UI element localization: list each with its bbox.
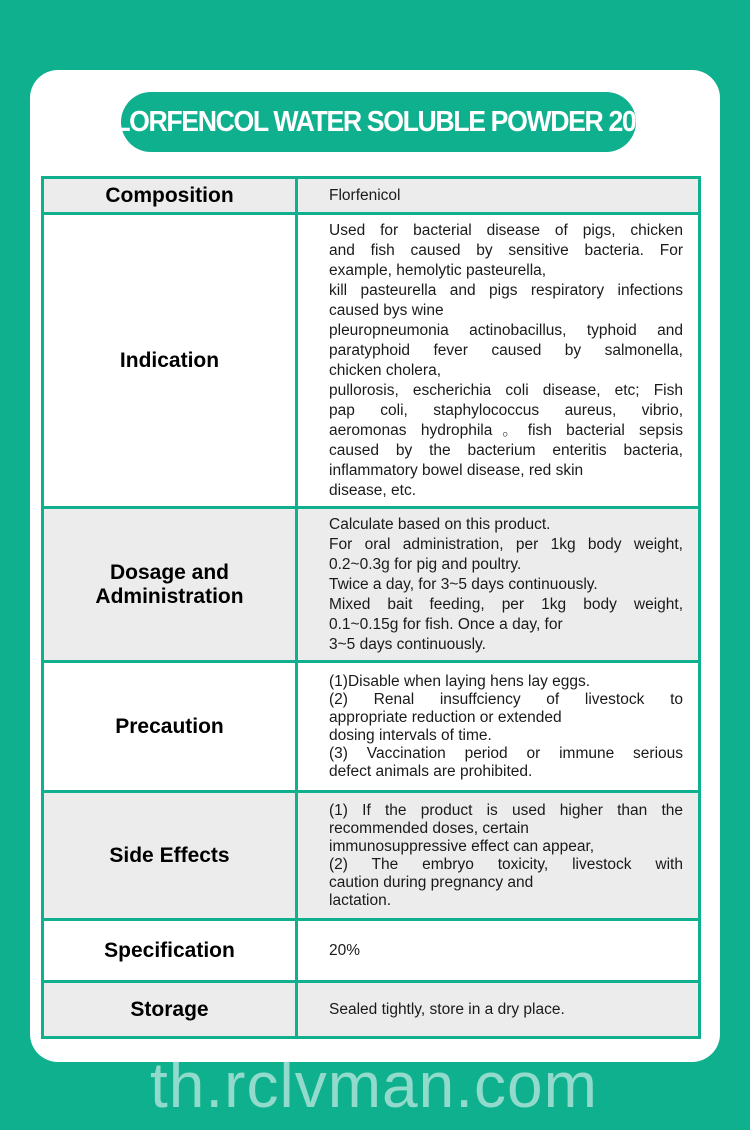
value-line: example, hemolytic pasteurella, xyxy=(329,261,547,279)
value-line: immunosuppressive effect can appear, xyxy=(329,837,595,855)
row-label-composition: Composition xyxy=(43,178,297,214)
row-value-indication xyxy=(297,214,700,508)
value-line: lactation. xyxy=(329,891,392,909)
value-line: (2) The embryo toxicity, livestock with xyxy=(329,855,683,873)
value-line: Twice a day, for 3~5 days continuously. xyxy=(329,575,598,593)
value-line: Used for bacterial disease of pigs, chicken xyxy=(329,221,683,239)
value-line: pleuropneumonia actinobacillus, typhoid and xyxy=(329,321,683,339)
row-value-composition xyxy=(297,178,700,214)
label-line: Administration xyxy=(95,584,244,608)
table-row-side-effects xyxy=(43,792,700,920)
value-line: Mixed bait feeding, per 1kg body weight, xyxy=(329,595,683,613)
row-label-indication: Indication xyxy=(43,214,297,508)
table-row-dosage xyxy=(43,508,700,662)
value-line: 20% xyxy=(329,941,361,959)
value-line: disease, etc. xyxy=(329,481,417,499)
watermark-text: th.rclvman.com xyxy=(150,1049,598,1121)
value-line: dosing intervals of time. xyxy=(329,726,492,744)
value-line: chicken cholera, xyxy=(329,361,442,379)
value-line: caution during pregnancy and xyxy=(329,873,534,891)
value-line: (1)Disable when laying hens lay eggs. xyxy=(329,672,591,690)
table-row-precaution xyxy=(43,662,700,792)
product-info-table xyxy=(41,176,701,1039)
title-banner xyxy=(99,92,658,152)
row-label-specification: Specification xyxy=(43,920,297,982)
value-line: caused bys wine xyxy=(329,301,444,319)
value-line: aeromonas hydrophila。fish bacterial sepsis xyxy=(329,421,683,439)
row-label-dosage xyxy=(43,508,297,662)
row-label-storage: Storage xyxy=(43,982,297,1038)
value-line: pap coli, staphylococcus aureus, vibrio, xyxy=(329,401,683,419)
value-line: 0.1~0.15g for fish. Once a day, for xyxy=(329,615,563,633)
table-row-storage xyxy=(43,982,700,1038)
row-label-side-effects: Side Effects xyxy=(43,792,297,920)
value-line: kill pasteurella and pigs respiratory infections xyxy=(329,281,683,299)
value-line: 0.2~0.3g for pig and poultry. xyxy=(329,555,522,573)
table-row-specification xyxy=(43,920,700,982)
value-line: paratyphoid fever caused by salmonella, xyxy=(329,341,683,359)
value-line: (3) Vaccination period or immune serious xyxy=(329,744,683,762)
value-line: inflammatory bowel disease, red skin xyxy=(329,461,584,479)
value-line: defect animals are prohibited. xyxy=(329,762,533,780)
value-line: and fish caused by sensitive bacteria. For xyxy=(329,241,683,259)
value-line: For oral administration, per 1kg body weight, xyxy=(329,535,683,553)
value-line: Florfenicol xyxy=(329,186,401,204)
table-row-indication xyxy=(43,214,700,508)
row-value-specification xyxy=(297,920,700,982)
row-label-precaution: Precaution xyxy=(43,662,297,792)
row-value-storage xyxy=(297,982,700,1038)
value-line: Sealed tightly, store in a dry place. xyxy=(329,1000,565,1018)
table-row-composition xyxy=(43,178,700,214)
row-value-dosage xyxy=(297,508,700,662)
page-title: FLORFENCOL WATER SOLUBLE POWDER 20% xyxy=(99,105,658,138)
value-line: appropriate reduction or extended xyxy=(329,708,562,726)
row-value-side-effects xyxy=(297,792,700,920)
value-line: caused by the bacterium enteritis bacteria, xyxy=(329,441,683,459)
value-line: 3~5 days continuously. xyxy=(329,635,486,653)
value-line: (2) Renal insuffciency of livestock to xyxy=(329,690,683,708)
value-line: (1) If the product is used higher than the xyxy=(329,801,683,819)
value-line: pullorosis, escherichia coli disease, etc; Fish xyxy=(329,381,683,399)
label-line: Dosage and xyxy=(109,560,230,584)
row-value-precaution xyxy=(297,662,700,792)
value-line: recommended doses, certain xyxy=(329,819,529,837)
value-line: Calculate based on this product. xyxy=(329,515,551,533)
